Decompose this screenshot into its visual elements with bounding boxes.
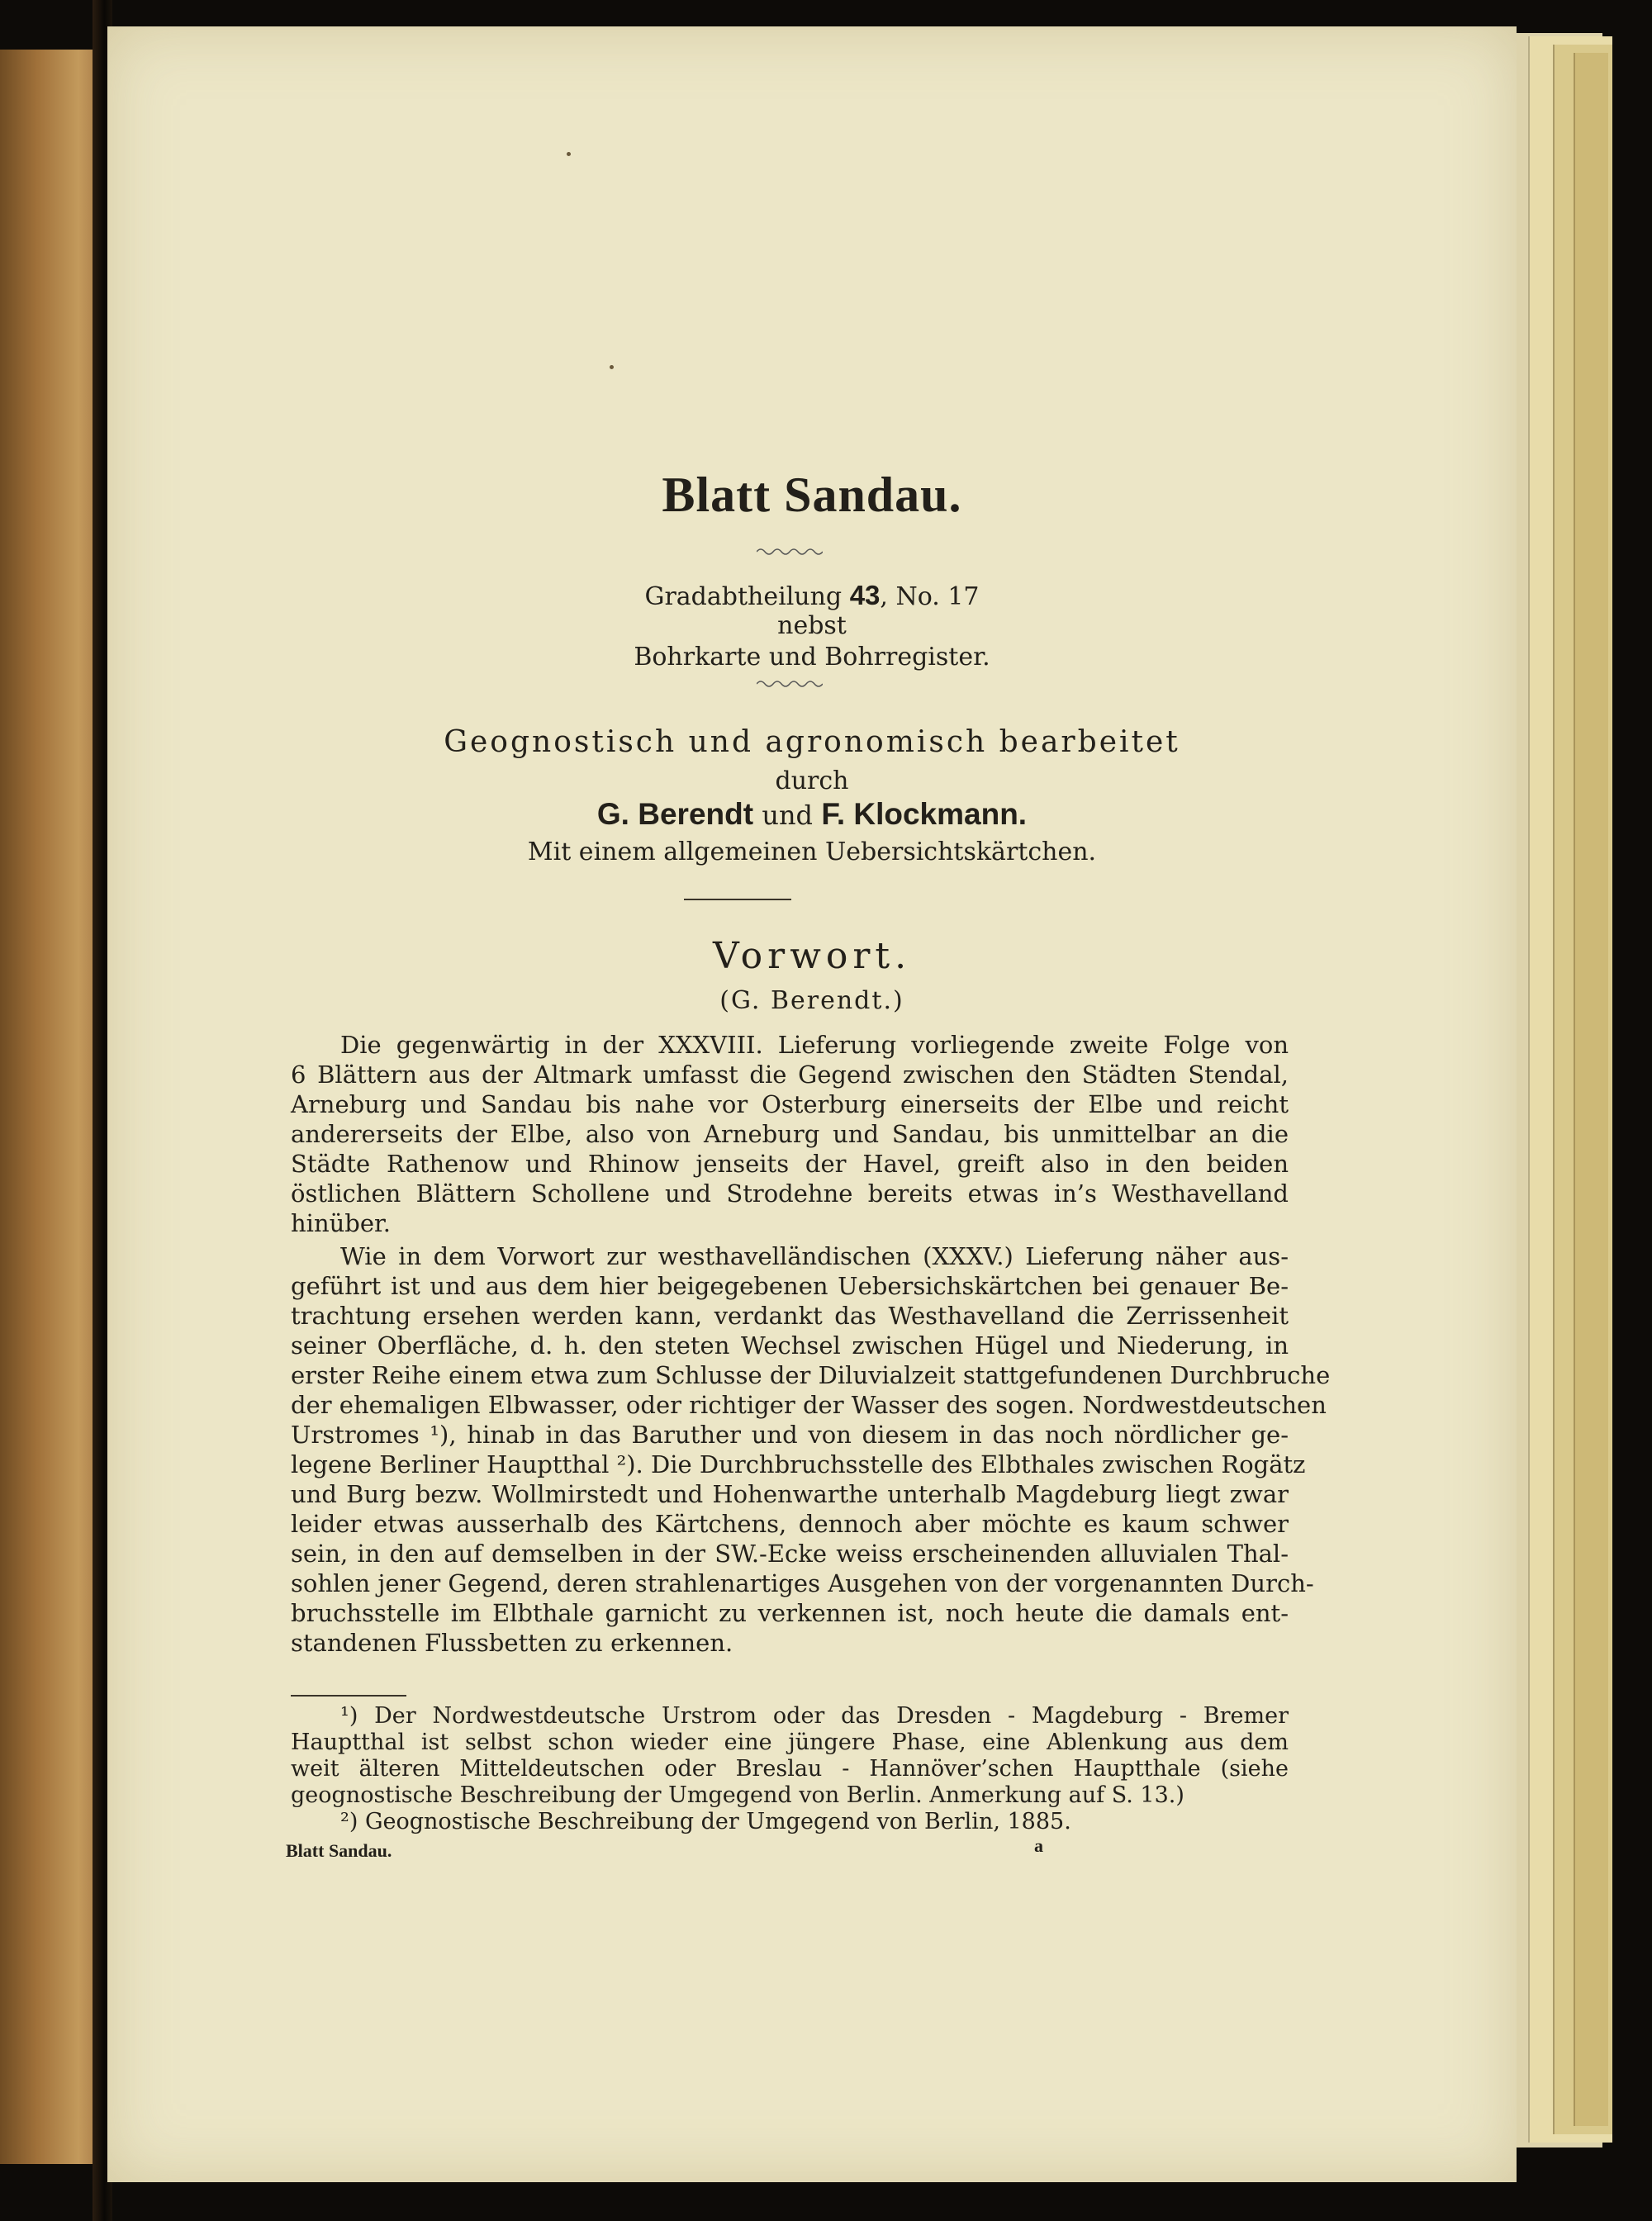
durch-line: durch <box>775 766 849 795</box>
wave-ornament <box>757 679 823 689</box>
document-page <box>107 26 1517 2182</box>
nebst-line: nebst <box>777 611 847 640</box>
vorwort-byline: (G. Berendt.) <box>719 986 904 1015</box>
vorwort-heading: Vorwort. <box>712 935 912 977</box>
bohrkarte-line: Bohrkarte und Bohrregister. <box>634 643 990 672</box>
paragraph-line: hinüber. <box>291 1209 391 1237</box>
gradabtheilung-label: Gradabtheilung <box>644 582 843 611</box>
paragraph-line: trachtung ersehen werden kann, verdankt das Westhavelland die Zerrissenheit <box>291 1302 1289 1330</box>
paper-speck <box>610 365 614 369</box>
paragraph-line: der ehemaligen Elbwasser, oder richtiger der Wasser des sogen. Nordwestdeutschen <box>291 1391 1327 1419</box>
wave-ornament <box>757 547 823 557</box>
page-title: Blatt Sandau. <box>662 467 962 522</box>
paragraph-line: standenen Flussbetten zu erkennen. <box>291 1629 733 1657</box>
gradabtheilung-line <box>107 580 1517 611</box>
author-berendt: G. Berendt <box>596 797 754 831</box>
paragraph-line: östlichen Blättern Schollene und Strodehne bereits etwas in’s Westhavelland <box>291 1179 1289 1208</box>
paragraph-line: Städte Rathenow und Rhinow jenseits der Havel, greift also in den beiden <box>291 1150 1289 1178</box>
footnote-line: weit älteren Mitteldeutschen oder Breslau - Hannöver’schen Hauptthale (siehe <box>291 1756 1289 1782</box>
paragraph-line: sohlen jener Gegend, deren strahlenartiges Ausgehen von der vorgenannten Durch- <box>291 1569 1314 1597</box>
divider-rule <box>684 899 791 900</box>
paragraph-line: legene Berliner Hauptthal ²). Die Durchbruchsstelle des Elbthales zwischen Rogätz <box>291 1450 1306 1478</box>
author-klockmann: F. Klockmann. <box>821 797 1028 831</box>
und-word: und <box>762 800 814 831</box>
paragraph-line: und Burg bezw. Wollmirstedt und Hohenwarthe unterhalb Magdeburg liegt zwar <box>291 1480 1289 1508</box>
footnote-rule <box>291 1695 406 1697</box>
map-note: Mit einem allgemeinen Uebersichtskärtchen. <box>527 838 1097 866</box>
paragraph-line: Die gegenwärtig in der XXXVIII. Lieferung vorliegende zweite Folge von <box>340 1031 1289 1059</box>
paragraph-line: 6 Blättern aus der Altmark umfasst die Gegend zwischen den Städten Stendal, <box>291 1061 1289 1089</box>
paragraph-line: leider etwas ausserhalb des Kärtchens, dennoch aber möchte es kaum schwer <box>291 1510 1289 1538</box>
footnote-line: geognostische Beschreibung der Umgegend von Berlin. Anmerkung auf S. 13.) <box>291 1782 1184 1808</box>
paragraph-line: Urstromes ¹), hinab in das Baruther und von diesem in das noch nördlicher ge- <box>291 1421 1289 1449</box>
footnote-line: Hauptthal ist selbst schon wieder eine jüngere Phase, eine Ablenkung aus dem <box>291 1730 1289 1755</box>
paper-speck <box>567 152 571 156</box>
paragraph-line: Wie in dem Vorwort zur westhavelländischen (XXXV.) Lieferung näher aus- <box>340 1242 1289 1270</box>
paragraph-line: Arneburg und Sandau bis nahe vor Osterburg einerseits der Elbe und reicht <box>291 1090 1289 1118</box>
paragraph-line: seiner Oberfläche, d. h. den steten Wechsel zwischen Hügel und Niederung, in <box>291 1331 1289 1360</box>
grad-number: 43 <box>849 580 881 610</box>
sheet-number: , No. 17 <box>880 582 980 611</box>
authors-line <box>107 797 1517 832</box>
footer-signature-mark: a <box>1034 1835 1043 1856</box>
paragraph-line: geführt ist und aus dem hier beigegebenen Uebersichskärtchen bei genauer Be- <box>291 1272 1289 1300</box>
footer-sheet-name: Blatt Sandau. <box>286 1840 392 1861</box>
footnote-line: ¹) Der Nordwestdeutsche Urstrom oder das Dresden - Magdeburg - Bremer <box>340 1703 1289 1729</box>
paragraph-line: bruchsstelle im Elbthale garnicht zu verkennen ist, noch heute die damals ent- <box>291 1599 1289 1627</box>
left-page-edge <box>0 50 93 2164</box>
paragraph-line: erster Reihe einem etwa zum Schlusse der Diluvialzeit stattgefundenen Durchbruche <box>291 1361 1331 1389</box>
footnote-line: ²) Geognostische Beschreibung der Umgegend von Berlin, 1885. <box>340 1809 1071 1834</box>
page-edge <box>1574 53 1608 2126</box>
credits-line: Geognostisch und agronomisch bearbeitet <box>444 725 1180 759</box>
paragraph-line: sein, in den auf demselben in der SW.-Ecke weiss erscheinenden alluvialen Thal- <box>291 1540 1289 1568</box>
paragraph-line: andererseits der Elbe, also von Arneburg und Sandau, bis unmittelbar an die <box>291 1120 1289 1148</box>
